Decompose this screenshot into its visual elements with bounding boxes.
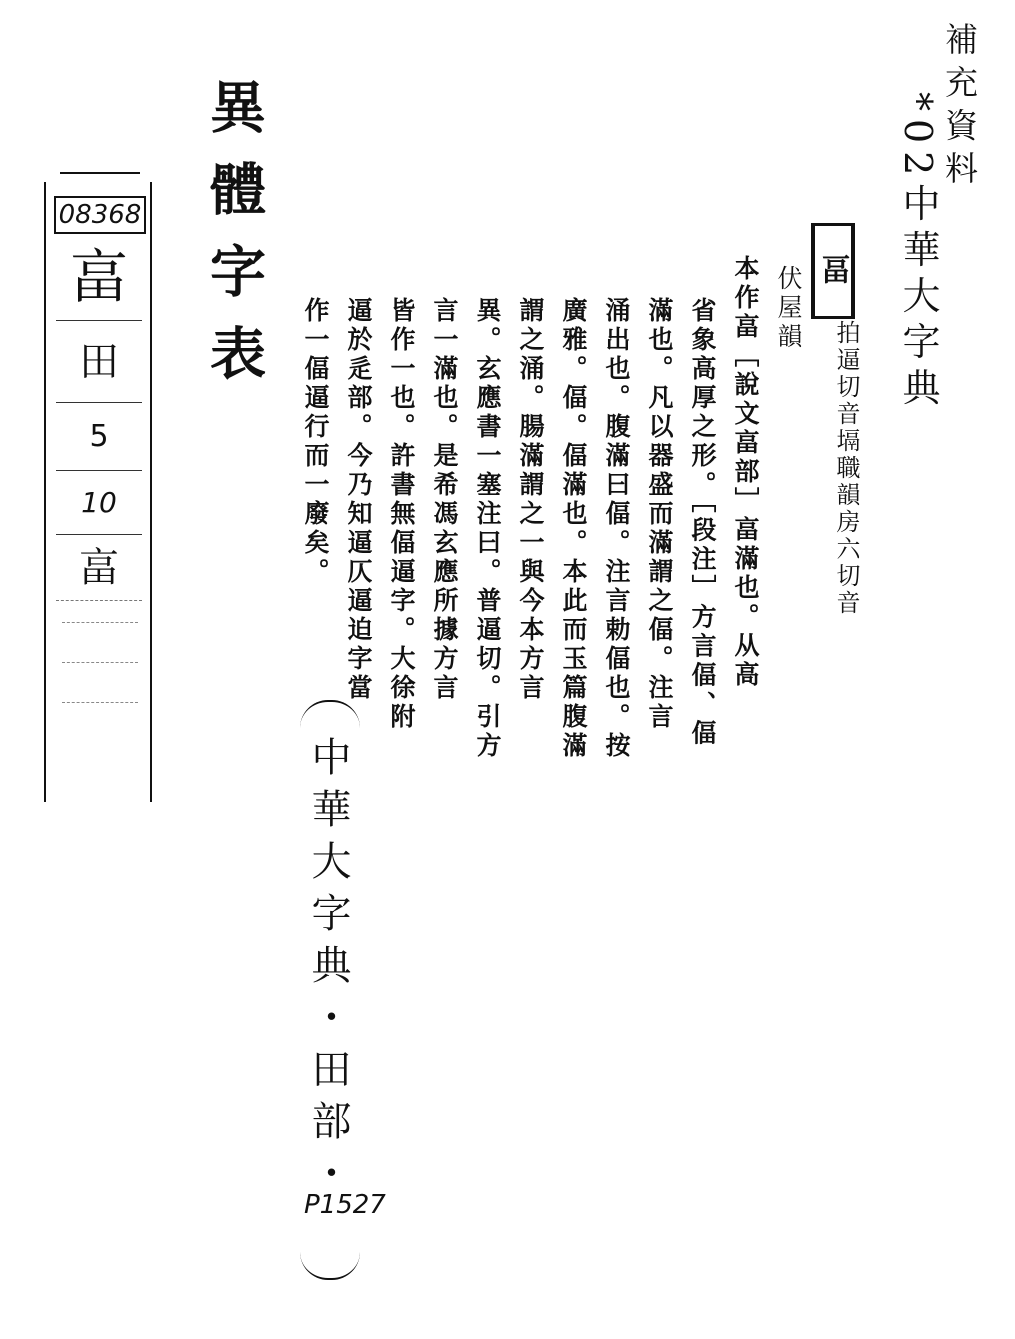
- strip-strokes-b: 10: [56, 472, 142, 535]
- entry-body: [301, 255, 810, 761]
- strip-dashed-rule: [62, 622, 138, 623]
- strip-code: 08368: [54, 196, 146, 234]
- citation-text: 中華大字典・田部・: [305, 736, 351, 1204]
- entry-line: 皆作一也。許書無偪逼字。大徐附: [387, 297, 416, 732]
- dictionary-entry: [300, 215, 860, 761]
- entry-line: 言一滿也。是希馮玄應所據方言: [430, 297, 459, 703]
- entry-line: 廣雅。偪。偪滿也。本此而玉篇腹滿: [559, 297, 588, 761]
- entry-line: 伏屋韻: [774, 265, 803, 352]
- strip-strokes-a: 5: [56, 404, 142, 471]
- source-citation: [300, 700, 386, 1280]
- page-title: 異體字表: [201, 78, 266, 406]
- entry-line: 滿也。凡以器盛而滿謂之偪。注言: [645, 297, 674, 732]
- entry-head-char: 畐: [815, 254, 850, 284]
- index-strip: [44, 182, 152, 802]
- source-note: *02中華大字典: [896, 92, 940, 414]
- strip-dashed-rule: [62, 702, 138, 703]
- entry-line: 逼於辵部。今乃知逼仄逼迫字當: [344, 297, 373, 703]
- supplement-note: 補充資料: [940, 22, 979, 194]
- strip-dashed-rule: [62, 662, 138, 663]
- citation-page: P1527: [304, 1190, 386, 1220]
- strip-top-rule: [60, 172, 140, 174]
- entry-line: 本作畗［說文畗部］畗滿也。从高: [731, 255, 760, 690]
- entry-line: 涌出也。腹滿曰偪。注言勅偪也。按: [602, 297, 631, 761]
- strip-main-char: 畗: [56, 234, 142, 321]
- entry-line: 異。玄應書一塞注曰。普逼切。引方: [473, 297, 502, 761]
- entry-pronunciation: 拍逼切音塥職韻房六切音: [832, 320, 860, 617]
- open-parenthesis: [300, 700, 360, 728]
- close-parenthesis: [300, 1252, 360, 1280]
- entry-line: 謂之涌。腸滿謂之一與今本方言: [516, 297, 545, 703]
- entry-line: 省象高厚之形。［段注］方言偪、偪: [688, 297, 717, 749]
- strip-radical: 田: [56, 322, 142, 403]
- strip-variant-char: 畗: [56, 536, 142, 601]
- entry-line: 作一偪逼行而一廢矣。: [301, 297, 330, 587]
